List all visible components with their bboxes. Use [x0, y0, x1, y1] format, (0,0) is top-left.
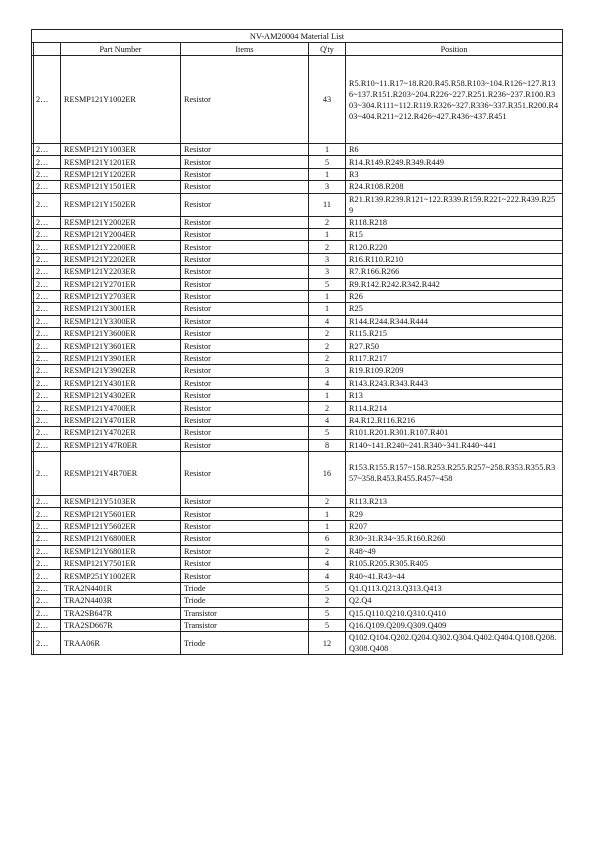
item-cell: Resistor [181, 377, 309, 389]
item-cell: Resistor [181, 56, 309, 144]
item-cell: Resistor [181, 266, 309, 278]
qty-cell: 1 [309, 290, 346, 302]
position-cell: R13 [346, 390, 563, 402]
table-row [32, 216, 563, 228]
header-items: Items [181, 43, 309, 56]
header-qty: Q'ty [309, 43, 346, 56]
position-cell: R14.R149.R249.R349.R449 [346, 156, 563, 168]
item-cell: Resistor [181, 365, 309, 377]
header-no [34, 43, 61, 56]
row-number: 2… [34, 216, 61, 228]
position-cell: R7.R166.R266 [346, 266, 563, 278]
part-number-cell: RESMP121Y3300ER [61, 315, 181, 327]
part-number-cell: RESMP121Y5602ER [61, 520, 181, 532]
part-number-cell: RESMP121Y3001ER [61, 303, 181, 315]
table-title: NV-AM20004 Material List [32, 30, 563, 43]
qty-cell: 3 [309, 181, 346, 193]
qty-cell: 1 [309, 390, 346, 402]
table-row [32, 303, 563, 315]
row-number: 2… [34, 303, 61, 315]
row-number: 2… [34, 365, 61, 377]
part-number-cell: TRA2SB647R [61, 607, 181, 619]
position-cell: Q102.Q104.Q202.Q204.Q302.Q304.Q402.Q404.Q108.Q208.Q308.Q408 [346, 632, 563, 655]
position-cell: R113.R213 [346, 495, 563, 507]
part-number-cell: RESMP121Y1502ER [61, 193, 181, 216]
qty-cell: 2 [309, 495, 346, 507]
qty-cell: 1 [309, 228, 346, 240]
row-number: 2… [34, 632, 61, 655]
position-cell: R25 [346, 303, 563, 315]
qty-cell: 2 [309, 545, 346, 557]
table-row [32, 595, 563, 607]
table-row [32, 545, 563, 557]
table-row [32, 533, 563, 545]
item-cell: Resistor [181, 168, 309, 180]
table-row [32, 427, 563, 439]
qty-cell: 2 [309, 216, 346, 228]
qty-cell: 1 [309, 144, 346, 156]
part-number-cell: RESMP121Y3902ER [61, 365, 181, 377]
row-number: 2… [34, 533, 61, 545]
qty-cell: 2 [309, 241, 346, 253]
item-cell: Resistor [181, 495, 309, 507]
item-cell: Resistor [181, 545, 309, 557]
item-cell: Resistor [181, 278, 309, 290]
part-number-cell: RESMP121Y3901ER [61, 352, 181, 364]
header-position: Position [346, 43, 563, 56]
table-row [32, 390, 563, 402]
qty-cell: 5 [309, 156, 346, 168]
item-cell: Resistor [181, 328, 309, 340]
part-number-cell: RESMP121Y1202ER [61, 168, 181, 180]
row-number: 2… [34, 278, 61, 290]
position-cell: R30~31.R34~35.R160.R260 [346, 533, 563, 545]
part-number-cell: RESMP251Y1002ER [61, 570, 181, 582]
position-cell: R5.R10~11.R17~18.R20.R45.R58.R103~104.R126~127.R136~137.R151.R203~204.R226~227.R251.R236~237.R100.R303~304.R111~112.R119.R326~327.R336~337.R351.R200.R403~404.R211~212.R426~427.R436~437.R451 [346, 56, 563, 144]
position-cell: Q16.Q109.Q209.Q309.Q409 [346, 619, 563, 631]
qty-cell: 3 [309, 253, 346, 265]
part-number-cell: RESMP121Y3600ER [61, 328, 181, 340]
row-number: 2… [34, 439, 61, 451]
qty-cell: 3 [309, 365, 346, 377]
part-number-cell: RESMP121Y1002ER [61, 56, 181, 144]
part-number-cell: TRA2SD667R [61, 619, 181, 631]
row-number: 2… [34, 241, 61, 253]
position-cell: R143.R243.R343.R443 [346, 377, 563, 389]
part-number-cell: TRAA06R [61, 632, 181, 655]
item-cell: Resistor [181, 144, 309, 156]
part-number-cell: TRA2N4403R [61, 595, 181, 607]
row-number: 2… [34, 402, 61, 414]
table-row [32, 495, 563, 507]
item-cell: Resistor [181, 352, 309, 364]
item-cell: Resistor [181, 451, 309, 495]
row-number: 2… [34, 607, 61, 619]
item-cell: Resistor [181, 557, 309, 569]
item-cell: Triode [181, 595, 309, 607]
row-number: 2… [34, 582, 61, 594]
item-cell: Resistor [181, 390, 309, 402]
position-cell: R3 [346, 168, 563, 180]
position-cell: R29 [346, 508, 563, 520]
qty-cell: 4 [309, 570, 346, 582]
position-cell: R114.R214 [346, 402, 563, 414]
qty-cell: 5 [309, 619, 346, 631]
table-row [32, 228, 563, 240]
position-cell: R101.R201.R301.R107.R401 [346, 427, 563, 439]
table-row [32, 315, 563, 327]
position-cell: R6 [346, 144, 563, 156]
item-cell: Resistor [181, 570, 309, 582]
row-number: 2… [34, 495, 61, 507]
qty-cell: 2 [309, 328, 346, 340]
item-cell: Triode [181, 582, 309, 594]
row-number: 2… [34, 557, 61, 569]
qty-cell: 2 [309, 352, 346, 364]
table-body [32, 56, 563, 655]
part-number-cell: RESMP121Y4R70ER [61, 451, 181, 495]
row-number: 2… [34, 595, 61, 607]
table-row [32, 582, 563, 594]
item-cell: Resistor [181, 253, 309, 265]
table-row [32, 328, 563, 340]
item-cell: Triode [181, 632, 309, 655]
position-cell: R117.R217 [346, 352, 563, 364]
row-number: 2… [34, 193, 61, 216]
qty-cell: 4 [309, 377, 346, 389]
row-number: 2… [34, 328, 61, 340]
item-cell: Resistor [181, 303, 309, 315]
table-row [32, 266, 563, 278]
qty-cell: 1 [309, 520, 346, 532]
position-cell: R19.R109.R209 [346, 365, 563, 377]
item-cell: Resistor [181, 315, 309, 327]
table-row [32, 181, 563, 193]
table-row [32, 414, 563, 426]
table-row [32, 520, 563, 532]
material-list-sheet [31, 29, 563, 655]
position-cell: R120.R220 [346, 241, 563, 253]
table-row [32, 402, 563, 414]
item-cell: Transistor [181, 619, 309, 631]
row-number: 2… [34, 414, 61, 426]
position-cell: R16.R110.R210 [346, 253, 563, 265]
material-table [31, 29, 563, 655]
part-number-cell: RESMP121Y3601ER [61, 340, 181, 352]
part-number-cell: RESMP121Y2203ER [61, 266, 181, 278]
position-cell: R105.R205.R305.R405 [346, 557, 563, 569]
row-number: 2… [34, 168, 61, 180]
position-cell: Q15.Q110.Q210.Q310.Q410 [346, 607, 563, 619]
item-cell: Resistor [181, 414, 309, 426]
table-row [32, 632, 563, 655]
qty-cell: 11 [309, 193, 346, 216]
row-number: 2… [34, 508, 61, 520]
position-cell: Q1.Q113.Q213.Q313.Q413 [346, 582, 563, 594]
qty-cell: 2 [309, 402, 346, 414]
position-cell: R9.R142.R242.R342.R442 [346, 278, 563, 290]
qty-cell: 2 [309, 340, 346, 352]
row-number: 2… [34, 520, 61, 532]
table-row [32, 56, 563, 144]
table-row [32, 168, 563, 180]
qty-cell: 4 [309, 414, 346, 426]
table-row [32, 451, 563, 495]
table-row [32, 156, 563, 168]
position-cell: R40~41.R43~44 [346, 570, 563, 582]
qty-cell: 5 [309, 278, 346, 290]
part-number-cell: RESMP121Y6801ER [61, 545, 181, 557]
part-number-cell: RESMP121Y5601ER [61, 508, 181, 520]
qty-cell: 43 [309, 56, 346, 144]
table-row [32, 193, 563, 216]
qty-cell: 3 [309, 266, 346, 278]
row-number: 2… [34, 619, 61, 631]
position-cell: R48~49 [346, 545, 563, 557]
table-row [32, 570, 563, 582]
part-number-cell: RESMP121Y2002ER [61, 216, 181, 228]
row-number: 2… [34, 390, 61, 402]
item-cell: Resistor [181, 156, 309, 168]
position-cell: R118.R218 [346, 216, 563, 228]
row-number: 2… [34, 144, 61, 156]
qty-cell: 4 [309, 315, 346, 327]
table-row [32, 365, 563, 377]
table-row [32, 290, 563, 302]
table-row [32, 607, 563, 619]
row-number: 2… [34, 156, 61, 168]
part-number-cell: RESMP121Y2202ER [61, 253, 181, 265]
part-number-cell: RESMP121Y4702ER [61, 427, 181, 439]
qty-cell: 1 [309, 168, 346, 180]
position-cell: R115.R215 [346, 328, 563, 340]
qty-cell: 1 [309, 303, 346, 315]
row-number: 2… [34, 545, 61, 557]
header-part-number: Part Number [61, 43, 181, 56]
item-cell: Resistor [181, 290, 309, 302]
table-row [32, 557, 563, 569]
item-cell: Resistor [181, 427, 309, 439]
row-number: 2… [34, 56, 61, 144]
position-cell: R4.R12.R116.R216 [346, 414, 563, 426]
part-number-cell: RESMP121Y7501ER [61, 557, 181, 569]
header-row [32, 43, 563, 56]
qty-cell: 5 [309, 607, 346, 619]
item-cell: Resistor [181, 533, 309, 545]
position-cell: Q2.Q4 [346, 595, 563, 607]
qty-cell: 8 [309, 439, 346, 451]
part-number-cell: RESMP121Y2004ER [61, 228, 181, 240]
qty-cell: 5 [309, 427, 346, 439]
qty-cell: 2 [309, 595, 346, 607]
item-cell: Resistor [181, 216, 309, 228]
table-row [32, 241, 563, 253]
position-cell: R27.R50 [346, 340, 563, 352]
qty-cell: 12 [309, 632, 346, 655]
item-cell: Resistor [181, 241, 309, 253]
part-number-cell: RESMP121Y4302ER [61, 390, 181, 402]
position-cell: R15 [346, 228, 563, 240]
position-cell: R153.R155.R157~158.R253.R255.R257~258.R353.R355.R357~358.R453.R455.R457~458 [346, 451, 563, 495]
table-row [32, 439, 563, 451]
part-number-cell: RESMP121Y4301ER [61, 377, 181, 389]
qty-cell: 16 [309, 451, 346, 495]
qty-cell: 6 [309, 533, 346, 545]
part-number-cell: RESMP121Y2703ER [61, 290, 181, 302]
part-number-cell: RESMP121Y2701ER [61, 278, 181, 290]
row-number: 2… [34, 352, 61, 364]
part-number-cell: TRA2N4401R [61, 582, 181, 594]
part-number-cell: RESMP121Y47R0ER [61, 439, 181, 451]
part-number-cell: RESMP121Y6800ER [61, 533, 181, 545]
row-number: 2… [34, 570, 61, 582]
row-number: 2… [34, 266, 61, 278]
item-cell: Resistor [181, 181, 309, 193]
table-row [32, 278, 563, 290]
row-number: 2… [34, 315, 61, 327]
item-cell: Resistor [181, 402, 309, 414]
part-number-cell: RESMP121Y5103ER [61, 495, 181, 507]
qty-cell: 4 [309, 557, 346, 569]
row-number: 2… [34, 181, 61, 193]
item-cell: Resistor [181, 228, 309, 240]
part-number-cell: RESMP121Y1501ER [61, 181, 181, 193]
qty-cell: 1 [309, 508, 346, 520]
qty-cell: 5 [309, 582, 346, 594]
part-number-cell: RESMP121Y2200ER [61, 241, 181, 253]
table-row [32, 352, 563, 364]
row-number: 2… [34, 253, 61, 265]
part-number-cell: RESMP121Y1003ER [61, 144, 181, 156]
table-row [32, 144, 563, 156]
part-number-cell: RESMP121Y4701ER [61, 414, 181, 426]
item-cell: Resistor [181, 439, 309, 451]
part-number-cell: RESMP121Y1201ER [61, 156, 181, 168]
row-number: 2… [34, 340, 61, 352]
table-row [32, 253, 563, 265]
table-row [32, 377, 563, 389]
item-cell: Resistor [181, 340, 309, 352]
item-cell: Resistor [181, 520, 309, 532]
item-cell: Transistor [181, 607, 309, 619]
position-cell: R26 [346, 290, 563, 302]
position-cell: R207 [346, 520, 563, 532]
row-number: 2… [34, 228, 61, 240]
item-cell: Resistor [181, 508, 309, 520]
row-number: 2… [34, 451, 61, 495]
row-number: 2… [34, 290, 61, 302]
row-number: 2… [34, 427, 61, 439]
table-row [32, 340, 563, 352]
row-number: 2… [34, 377, 61, 389]
position-cell: R21.R139.R239.R121~122.R339.R159.R221~222.R439.R259 [346, 193, 563, 216]
position-cell: R24.R108.R208 [346, 181, 563, 193]
item-cell: Resistor [181, 193, 309, 216]
position-cell: R140~141.R240~241.R340~341.R440~441 [346, 439, 563, 451]
part-number-cell: RESMP121Y4700ER [61, 402, 181, 414]
position-cell: R144.R244.R344.R444 [346, 315, 563, 327]
table-row [32, 508, 563, 520]
table-row [32, 619, 563, 631]
